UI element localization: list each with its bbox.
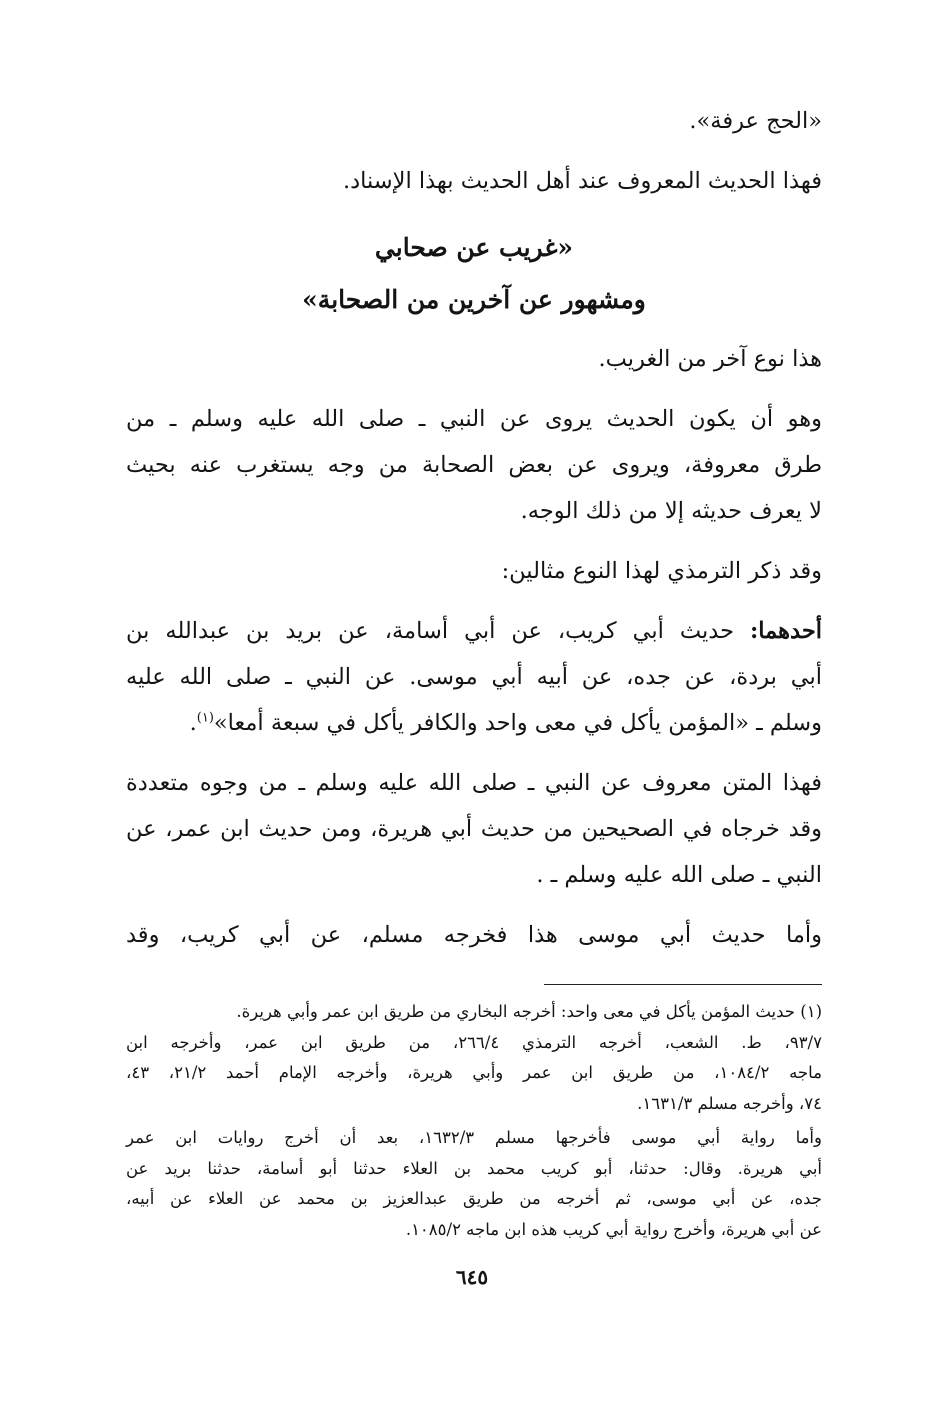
footnote-line: ٧٤، وأخرجه مسلم ١٦٣١/٣. bbox=[637, 1093, 822, 1113]
example-text: حديث أبي كريب، عن أبي أسامة، عن بريد بن عبدالله بن bbox=[126, 618, 750, 644]
paragraph-line: فهذا الحديث المعروف عند أهل الحديث بهذا الإسناد. bbox=[342, 168, 822, 194]
section-heading bbox=[126, 222, 822, 326]
paragraph-gap bbox=[126, 534, 822, 548]
section-heading-line-1: «غريب عن صحابي bbox=[374, 233, 574, 262]
paragraph-line: النبي ـ صلى الله عليه وسلم ـ . bbox=[536, 862, 822, 888]
footnote-line: ماجه ١٠٨٤/٢، من طريق ابن عمر وأبي هريرة، وأخرجه الإمام أحمد ٢١/٢، ٤٣، bbox=[126, 1063, 822, 1082]
paragraph-line: طرق معروفة، ويروى عن بعض الصحابة من وجه يستغرب عنه بحيث bbox=[126, 452, 822, 478]
paragraph-line: وأما حديث أبي موسى هذا فخرجه مسلم، عن أبي كريب، وقد bbox=[126, 922, 822, 948]
paragraph-gap bbox=[126, 746, 822, 760]
paragraph-line: هذا نوع آخر من الغريب. bbox=[598, 346, 822, 372]
footnote-reference[interactable]: (١) bbox=[196, 710, 214, 726]
paragraph-gap bbox=[126, 594, 822, 608]
footnote-line: (١) حديث المؤمن يأكل في معى واحد: أخرجه البخاري من طريق ابن عمر وأبي هريرة. bbox=[236, 1002, 822, 1021]
footnote-line: وأما رواية أبي موسى فأخرجها مسلم ١٦٣٢/٣، بعد أن أخرج روايات ابن عمر bbox=[126, 1128, 822, 1147]
footnote-line: عن أبي هريرة، وأخرج رواية أبي كريب هذه ابن ماجه ١٠٨٥/٢. bbox=[405, 1219, 822, 1239]
paragraph-line bbox=[126, 700, 822, 746]
paragraph-gap bbox=[126, 898, 822, 912]
section-heading-line-2: ومشهور عن آخرين من الصحابة» bbox=[302, 285, 646, 314]
footnote-separator bbox=[544, 984, 822, 985]
quote-line: «الحج عرفة». bbox=[689, 108, 822, 134]
paragraph-line: لا يعرف حديثه إلا من ذلك الوجه. bbox=[520, 498, 822, 524]
page-number: ٦٤٥ bbox=[455, 1265, 489, 1289]
paragraph-gap bbox=[126, 144, 822, 158]
paragraph-line bbox=[126, 608, 822, 654]
footnote-line: ٩٣/٧، ط. الشعب، أخرجه الترمذي ٢٦٦/٤، من طريق ابن عمر، وأخرجه ابن bbox=[126, 1032, 822, 1052]
paragraph-gap bbox=[126, 382, 822, 396]
paragraph-line: وقد ذكر الترمذي لهذا النوع مثالين: bbox=[501, 558, 822, 584]
paragraph-line: وقد خرجاه في الصحيحين من حديث أبي هريرة، ومن حديث ابن عمر، عن bbox=[126, 816, 822, 842]
hadith-quote: وسلم ـ «المؤمن يأكل في معى واحد والكافر يأكل في سبعة أمعا» bbox=[213, 710, 822, 736]
example-lead: أحدهما: bbox=[749, 618, 822, 644]
paragraph-line: أبي بردة، عن جده، عن أبيه أبي موسى. عن النبي ـ صلى الله عليه bbox=[126, 664, 822, 690]
paragraph-line: وهو أن يكون الحديث يروى عن النبي ـ صلى الله عليه وسلم ـ من bbox=[126, 406, 822, 432]
footnotes bbox=[126, 997, 822, 1245]
sentence-end: . bbox=[189, 710, 197, 736]
paragraph-line: فهذا المتن معروف عن النبي ـ صلى الله عليه وسلم ـ من وجوه متعددة bbox=[126, 770, 822, 796]
footnote-line: جده، عن أبي موسى، ثم أخرجه من طريق عبدالعزيز بن محمد عن العلاء عن أبيه، bbox=[126, 1189, 822, 1208]
footnote-line: أبي هريرة. وقال: حدثنا، أبو كريب محمد بن العلاء حدثنا أبو أسامة، حدثنا بريد عن bbox=[126, 1158, 822, 1178]
